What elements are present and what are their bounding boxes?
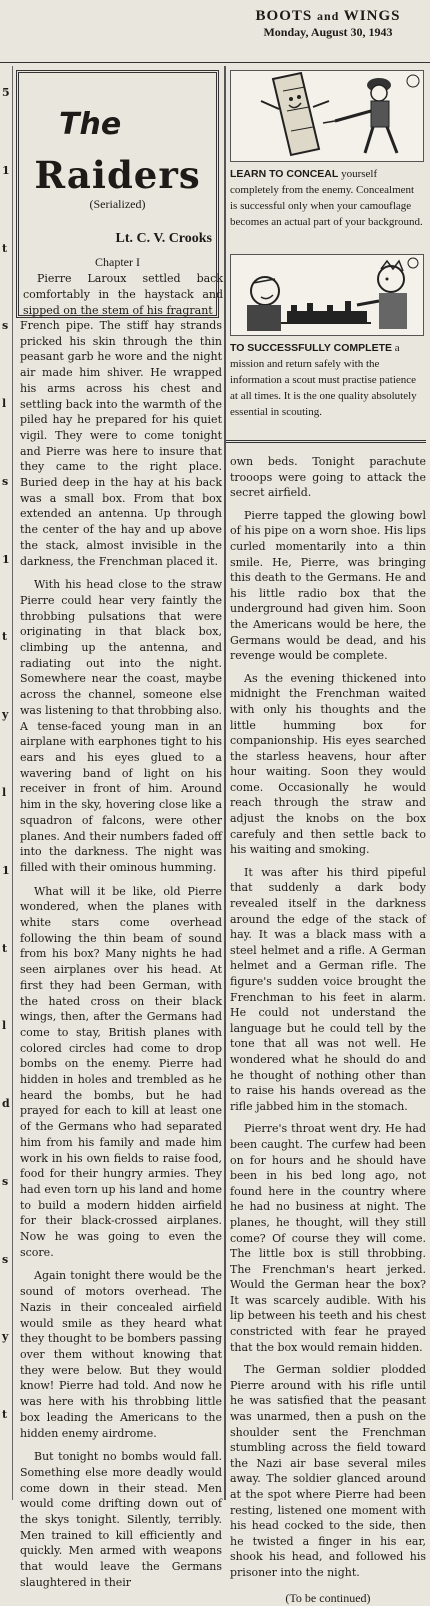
cartoon-patience-illustration	[230, 254, 424, 336]
story-byline: Lt. C. V. Crooks	[115, 231, 212, 246]
story-paragraph: Pierre tapped the glowing bowl of his pipe on a worn shoe. His lips curled momentarily into a thin smile. He, Pierre, was bringing this death to the Germans. He and his little radio box that the underground had given him. Soon the Americans would be here, the Germans would be dead, and his revenge would be complete.	[230, 508, 426, 663]
margin-fragment: l	[2, 1019, 7, 1033]
chess-players-drawing	[231, 255, 424, 336]
to-be-continued: (To be continued)	[285, 1590, 371, 1605]
cartoon-caption-concealment	[230, 166, 424, 230]
story-paragraph: French pipe. The stiff hay strands pricked his skin through the thin peasant garb he wore and the night air made him shiver. He wrapped his arms across his chest and settling back into the warmth of the piled hay he prepared for his quiet vigil. They were to come tonight and Pierre was here to insure that they came to the right place. Buried deep in the hay at his back was a small box. From that box extended an antenna. Up through the center of the hay and up above the stack, almost invisible in the darkness, the Frenchman placed it.	[20, 319, 222, 568]
margin-fragment: t	[2, 1408, 8, 1422]
story-paragraph: With his head close to the straw Pierre could hear very faintly the throbbing pulsations that were originating in that black box, climbing up the antenna, and radiating out into the night. Somewhere near the coast, maybe across the channel, someone else was listening to that throbbing also. A tense-faced young man in an airplane with earphones tight to his ears and his eyes glued to a wavering band of light on his receiver in front of him. Around him in the sky, hovering close like a squadron of falcons, were other planes. And their numbers faded off into the darkness. The night was filled with their ominous humming.	[20, 578, 222, 874]
caption-lead: LEARN TO CONCEAL	[230, 168, 339, 180]
margin-fragment: 1	[2, 863, 10, 877]
story-title-the: The	[59, 107, 122, 142]
publication-name	[238, 8, 418, 25]
caption-text: yourself completely from the enemy. Concealment is successful only when your camouflage becomes an actual part of your background.	[230, 168, 423, 228]
story-paragraph: The German soldier plodded Pierre around with his rifle until he was satisfied that the peasant was unarmed, then a push on the shoulder sent the Frenchman stumbling across the field toward the Nazi air base several miles away. The soldier glanced around at the spot where Pierre had been resting, listened one moment with his head cocked to the side, then he twisted a finger in his ear, shook his head, and followed his prisoner into the night.	[230, 1363, 426, 1579]
margin-fragment: 1	[2, 163, 10, 177]
cartoon-concealment-illustration	[230, 70, 424, 162]
masthead	[238, 8, 418, 40]
margin-fragment: d	[2, 1097, 10, 1111]
issue-date: Monday, August 30, 1943	[263, 25, 393, 39]
margin-fragment: y	[2, 1330, 9, 1344]
story-paragraph: own beds. Tonight parachute trooops were going to attack the secret airfield.	[230, 455, 426, 500]
story-title-box	[16, 70, 223, 318]
margin-fragment: t	[2, 630, 8, 644]
publication-name-and: and	[316, 9, 340, 23]
margin-fragment: t	[2, 241, 8, 255]
margin-fragment: s	[2, 1174, 9, 1188]
story-body-right	[230, 454, 426, 1606]
publication-name-part2: WINGS	[343, 8, 401, 24]
story-paragraph: Again tonight there would be the sound of motors overhead. The Nazis in their concealed airfield would smile as they heard what they thought to be bombers passing over them without knowing that they were below. But they would know! Pierre had told. And now he was here with his throbbing little box leading the Americans to the hidden enemy airdrome.	[20, 1269, 222, 1440]
story-title: Raiders	[34, 153, 201, 197]
margin-fragment: t	[2, 941, 8, 955]
chapter-heading: Chapter I	[95, 255, 140, 269]
margin-fragment: s	[2, 474, 9, 488]
story-paragraph: It was after his third pipeful that suddenly a dark body revealed itself in the darkness around the edge of the stack of hay. It was a black mass with a steel helmet and a rifle. A German helmet and a German rifle. The figure's sudden voice brought the Frenchman to his feet in alarm. He could not understand the language but he could tell by the tone that all was not well. He wondered what he should do and he thought of nothing other than to raise his hands overead as the rifle jabbed him in the stomach.	[230, 865, 426, 1113]
story-opening-lines: Pierre Laroux settled back comfortably in the haystack and sipped on the stem of his fragrant	[23, 272, 223, 317]
story-column-left	[12, 66, 224, 1589]
story-body-left	[20, 318, 222, 1599]
cartoon-caption-patience	[230, 340, 424, 420]
story-paragraph: As the evening thickened into midnight the Frenchman waited with only his thoughts and the little humming box for companionship. His eyes searched the starless heavens, hour after hour waiting. Soon they would come. Occasionally he would reach through the straw and adjust the knobs on the box carefuly and then settle back to his waiting and smoking.	[230, 671, 426, 857]
margin-fragment: l	[2, 786, 7, 799]
margin-fragment: 1	[2, 552, 10, 566]
serialized-label: (Serialized)	[89, 197, 146, 211]
margin-fragment: s	[2, 319, 9, 333]
right-column	[228, 66, 426, 1605]
caption-lead: TO SUCCESSFULLY COMPLETE	[230, 342, 392, 354]
publication-name-part1: BOOTS	[255, 8, 313, 24]
margin-fragment: l	[2, 397, 7, 411]
masthead-rule	[0, 62, 430, 63]
margin-fragment: 5	[2, 86, 10, 99]
story-paragraph: But tonight no bombs would fall. Something else more deadly would come down in their stead. Men would come drifting down out of the skys tonight. Silently, terribly. Men trained to kill efficiently and quickly. Men armed with weapons that would leave the Germans slaughtered in their	[20, 1450, 222, 1589]
column-divider	[224, 66, 226, 1500]
margin-fragment: s	[2, 1252, 9, 1266]
soldier-bayonet-drawing	[231, 71, 424, 162]
caption-text: a mission and return safely with the information a scout must practise patience at all times. It is the one quality absolutely essential in scouting.	[230, 342, 417, 418]
story-paragraph: What will it be like, old Pierre wondered, when the planes with white stars come overhead following the thin beam of sound from his box? Many nights he had seen airplanes over his head. At first they had been German, with the hated cross on their black wings, then, after the Germans had come to stay, British planes with colored circles had come to drop bombs on the enemy. Pierre had hidden in holes and trembled as he heard the bombs, but he had prayed for each to kill at least one of the Germans who had separated him from his family and made him work in his own fields to raise food, food for their hungry armies. They had even torn up his land and home to build a modern hidden airfield for their black-crossed airplanes. Now he was going to even the score.	[20, 884, 222, 1259]
story-paragraph: Pierre's throat went dry. He had been caught. The curfew had been on for hours and he should have been in his bed long ago, not found here in the country where he had no business at night. The planes, he thought, will they still come? Of course they will come. The little box is still throbbing. The Frenchman's heart jerked. Would the German hear the box? It was scarcely audible. With his lip between his teeth and his chest constricted with fear he prayed that the box would remain hidden.	[230, 1122, 426, 1354]
section-separator	[226, 440, 426, 443]
margin-fragment: y	[2, 708, 9, 722]
